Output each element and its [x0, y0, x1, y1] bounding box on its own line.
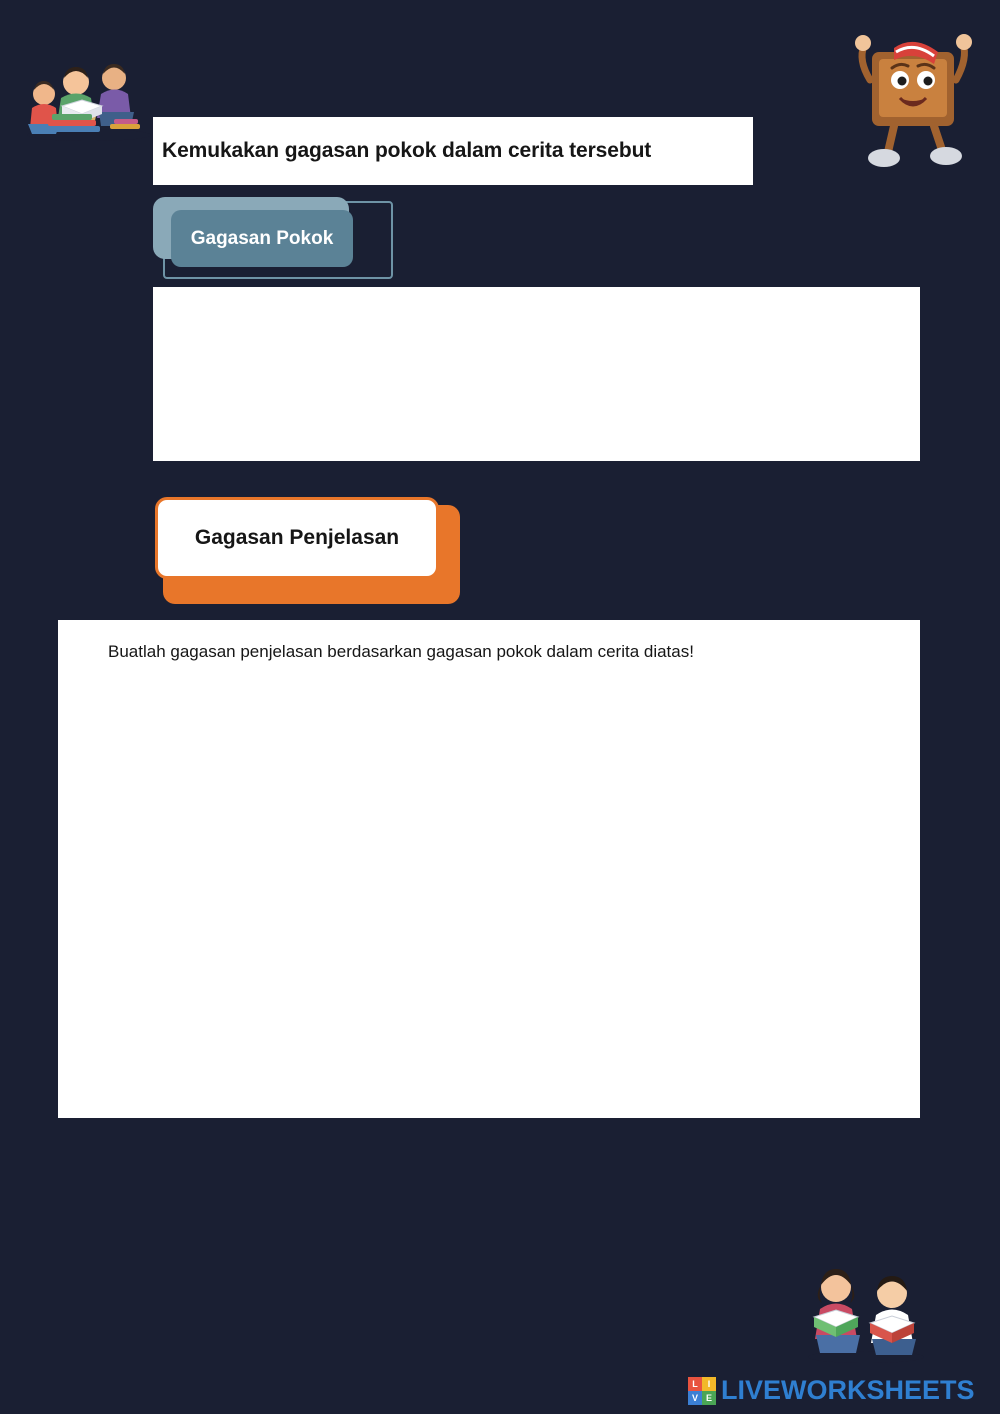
gagasan-pokok-label-text: Gagasan Pokok	[190, 227, 334, 249]
gagasan-penjelasan-answer-area[interactable]	[58, 620, 920, 1118]
badge-letter-e: E	[702, 1391, 716, 1405]
page-title-bar	[153, 117, 753, 185]
liveworksheets-watermark	[688, 1375, 975, 1406]
badge-letter-v: V	[688, 1391, 702, 1405]
gagasan-penjelasan-label-text: Gagasan Penjelasan	[194, 526, 400, 549]
page-title: Kemukakan gagasan pokok dalam cerita tersebut	[162, 139, 652, 162]
badge-letter-l: L	[688, 1377, 702, 1391]
liveworksheets-badge-icon	[688, 1377, 716, 1405]
kids-reading-books-illustration	[14, 32, 164, 144]
gagasan-pokok-label	[171, 210, 353, 267]
two-kids-reading-illustration	[792, 1255, 940, 1365]
book-mascot-character-illustration	[848, 18, 978, 178]
badge-letter-i: I	[702, 1377, 716, 1391]
gagasan-pokok-label-group	[153, 197, 393, 283]
liveworksheets-brand-text: LIVEWORKSHEETS	[721, 1375, 975, 1405]
gagasan-penjelasan-label	[155, 497, 439, 579]
gagasan-penjelasan-label-group	[155, 497, 460, 604]
gagasan-penjelasan-instruction: Buatlah gagasan penjelasan berdasarkan gagasan pokok dalam cerita diatas!	[108, 642, 694, 661]
gagasan-pokok-answer-area[interactable]	[153, 287, 920, 461]
